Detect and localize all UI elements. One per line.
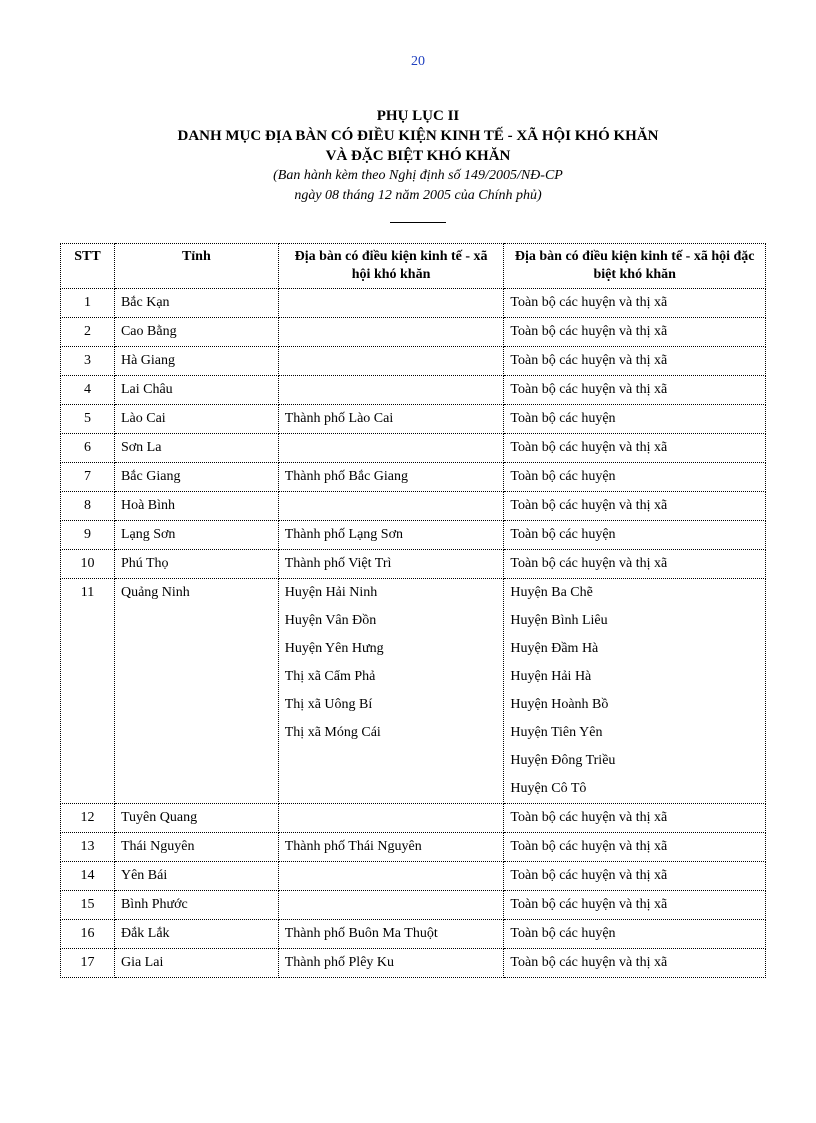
cell-stt: 5 bbox=[61, 405, 115, 434]
cell-very-difficult: Toàn bộ các huyện và thị xã bbox=[504, 289, 766, 318]
list-item: Huyện Cô Tô bbox=[510, 781, 587, 796]
cell-stt: 9 bbox=[61, 521, 115, 550]
cell-stt: 16 bbox=[61, 920, 115, 949]
cell-difficult: Thành phố Lào Cai bbox=[278, 405, 504, 434]
cell-stt: 4 bbox=[61, 376, 115, 405]
list-item: Thị xã Uông Bí bbox=[284, 697, 373, 712]
list-item: Huyện Yên Hưng bbox=[284, 641, 384, 656]
cell-difficult bbox=[278, 579, 504, 804]
list-item: Thị xã Móng Cái bbox=[284, 725, 381, 740]
cell-difficult bbox=[278, 862, 504, 891]
list-item: Huyện Ba Chẽ bbox=[510, 585, 593, 600]
cell-province: Bắc Kạn bbox=[114, 289, 278, 318]
cell-province: Yên Bái bbox=[114, 862, 278, 891]
cell-very-difficult: Toàn bộ các huyện và thị xã bbox=[504, 862, 766, 891]
province-table bbox=[60, 243, 766, 978]
cell-very-difficult: Toàn bộ các huyện và thị xã bbox=[504, 318, 766, 347]
table-row-quang-ninh bbox=[61, 579, 766, 804]
cell-stt: 12 bbox=[61, 804, 115, 833]
cell-province: Tuyên Quang bbox=[114, 804, 278, 833]
table-row bbox=[61, 376, 766, 405]
appendix-subtitle: DANH MỤC ĐỊA BÀN CÓ ĐIỀU KIỆN KINH TẾ - XÃ HỘI KHÓ KHĂN bbox=[177, 128, 659, 144]
cell-stt: 1 bbox=[61, 289, 115, 318]
cell-difficult bbox=[278, 347, 504, 376]
cell-difficult bbox=[278, 289, 504, 318]
list-item: Huyện Hải Ninh bbox=[284, 585, 378, 600]
table-row bbox=[61, 833, 766, 862]
cell-difficult: Thành phố Bắc Giang bbox=[278, 463, 504, 492]
cell-stt: 15 bbox=[61, 891, 115, 920]
cell-very-difficult: Toàn bộ các huyện và thị xã bbox=[504, 833, 766, 862]
cell-stt: 13 bbox=[61, 833, 115, 862]
table-row bbox=[61, 550, 766, 579]
list-item: Huyện Vân Đồn bbox=[284, 613, 377, 628]
cell-province: Quảng Ninh bbox=[114, 579, 278, 804]
cell-province: Phú Thọ bbox=[114, 550, 278, 579]
list-item: Thị xã Cẩm Phả bbox=[284, 669, 376, 684]
cell-province: Cao Bằng bbox=[114, 318, 278, 347]
cell-very-difficult bbox=[504, 579, 766, 804]
cell-difficult: Thành phố Thái Nguyên bbox=[278, 833, 504, 862]
table-row bbox=[61, 891, 766, 920]
cell-very-difficult: Toàn bộ các huyện và thị xã bbox=[504, 550, 766, 579]
appendix-heading bbox=[0, 106, 816, 206]
cell-difficult: Thành phố Buôn Ma Thuột bbox=[278, 920, 504, 949]
list-item: Huyện Bình Liêu bbox=[510, 613, 608, 628]
cell-very-difficult: Toàn bộ các huyện và thị xã bbox=[504, 434, 766, 463]
table-row bbox=[61, 318, 766, 347]
cell-very-difficult: Toàn bộ các huyện bbox=[504, 920, 766, 949]
table-row bbox=[61, 289, 766, 318]
cell-province: Lào Cai bbox=[114, 405, 278, 434]
table-row bbox=[61, 804, 766, 833]
cell-stt: 8 bbox=[61, 492, 115, 521]
cell-difficult: Thành phố Lạng Sơn bbox=[278, 521, 504, 550]
cell-difficult bbox=[278, 318, 504, 347]
cell-difficult: Thành phố Plêy Ku bbox=[278, 949, 504, 978]
cell-very-difficult: Toàn bộ các huyện và thị xã bbox=[504, 492, 766, 521]
table-row bbox=[61, 347, 766, 376]
table-header-row bbox=[61, 244, 766, 289]
cell-stt: 7 bbox=[61, 463, 115, 492]
decree-reference: (Ban hành kèm theo Nghị định số 149/2005/NĐ-CP bbox=[273, 168, 563, 183]
list-item: Huyện Hoành Bồ bbox=[510, 697, 609, 712]
cell-very-difficult: Toàn bộ các huyện bbox=[504, 463, 766, 492]
cell-province: Sơn La bbox=[114, 434, 278, 463]
list-item: Huyện Hải Hà bbox=[510, 669, 592, 684]
table-row bbox=[61, 405, 766, 434]
cell-very-difficult: Toàn bộ các huyện và thị xã bbox=[504, 376, 766, 405]
cell-province: Bình Phước bbox=[114, 891, 278, 920]
cell-stt: 6 bbox=[61, 434, 115, 463]
table-row bbox=[61, 492, 766, 521]
cell-stt: 11 bbox=[61, 579, 115, 804]
appendix-subtitle-2: VÀ ĐẶC BIỆT KHÓ KHĂN bbox=[325, 148, 511, 164]
cell-very-difficult: Toàn bộ các huyện và thị xã bbox=[504, 347, 766, 376]
cell-difficult bbox=[278, 376, 504, 405]
cell-province: Thái Nguyên bbox=[114, 833, 278, 862]
cell-province: Gia Lai bbox=[114, 949, 278, 978]
table-row bbox=[61, 920, 766, 949]
cell-very-difficult: Toàn bộ các huyện và thị xã bbox=[504, 949, 766, 978]
header-province: Tỉnh bbox=[114, 244, 278, 289]
cell-stt: 14 bbox=[61, 862, 115, 891]
header-very-difficult-area: Địa bàn có điều kiện kinh tế - xã hội đặc biệt khó khăn bbox=[504, 244, 766, 289]
cell-stt: 10 bbox=[61, 550, 115, 579]
table-row bbox=[61, 463, 766, 492]
title-divider bbox=[390, 222, 446, 223]
cell-province: Bắc Giang bbox=[114, 463, 278, 492]
cell-stt: 2 bbox=[61, 318, 115, 347]
cell-difficult bbox=[278, 492, 504, 521]
cell-difficult bbox=[278, 434, 504, 463]
list-item: Huyện Đầm Hà bbox=[510, 641, 599, 656]
list-item: Huyện Tiên Yên bbox=[510, 725, 603, 740]
header-stt: STT bbox=[61, 244, 115, 289]
table-row bbox=[61, 521, 766, 550]
cell-very-difficult: Toàn bộ các huyện bbox=[504, 405, 766, 434]
cell-very-difficult: Toàn bộ các huyện và thị xã bbox=[504, 891, 766, 920]
cell-difficult: Thành phố Việt Trì bbox=[278, 550, 504, 579]
cell-province: Hà Giang bbox=[114, 347, 278, 376]
table-row bbox=[61, 434, 766, 463]
cell-province: Đắk Lắk bbox=[114, 920, 278, 949]
cell-very-difficult: Toàn bộ các huyện bbox=[504, 521, 766, 550]
table-row bbox=[61, 862, 766, 891]
list-item: Huyện Đông Triều bbox=[510, 753, 616, 768]
cell-difficult bbox=[278, 891, 504, 920]
cell-stt: 3 bbox=[61, 347, 115, 376]
cell-province: Lạng Sơn bbox=[114, 521, 278, 550]
table-row bbox=[61, 949, 766, 978]
header-difficult-area: Địa bàn có điều kiện kinh tế - xã hội khó khăn bbox=[278, 244, 504, 289]
appendix-title: PHỤ LỤC II bbox=[376, 108, 460, 124]
cell-province: Hoà Bình bbox=[114, 492, 278, 521]
decree-date: ngày 08 tháng 12 năm 2005 của Chính phủ) bbox=[294, 188, 542, 203]
page-number: 20 bbox=[411, 54, 425, 69]
cell-stt: 17 bbox=[61, 949, 115, 978]
cell-very-difficult: Toàn bộ các huyện và thị xã bbox=[504, 804, 766, 833]
cell-province: Lai Châu bbox=[114, 376, 278, 405]
cell-difficult bbox=[278, 804, 504, 833]
